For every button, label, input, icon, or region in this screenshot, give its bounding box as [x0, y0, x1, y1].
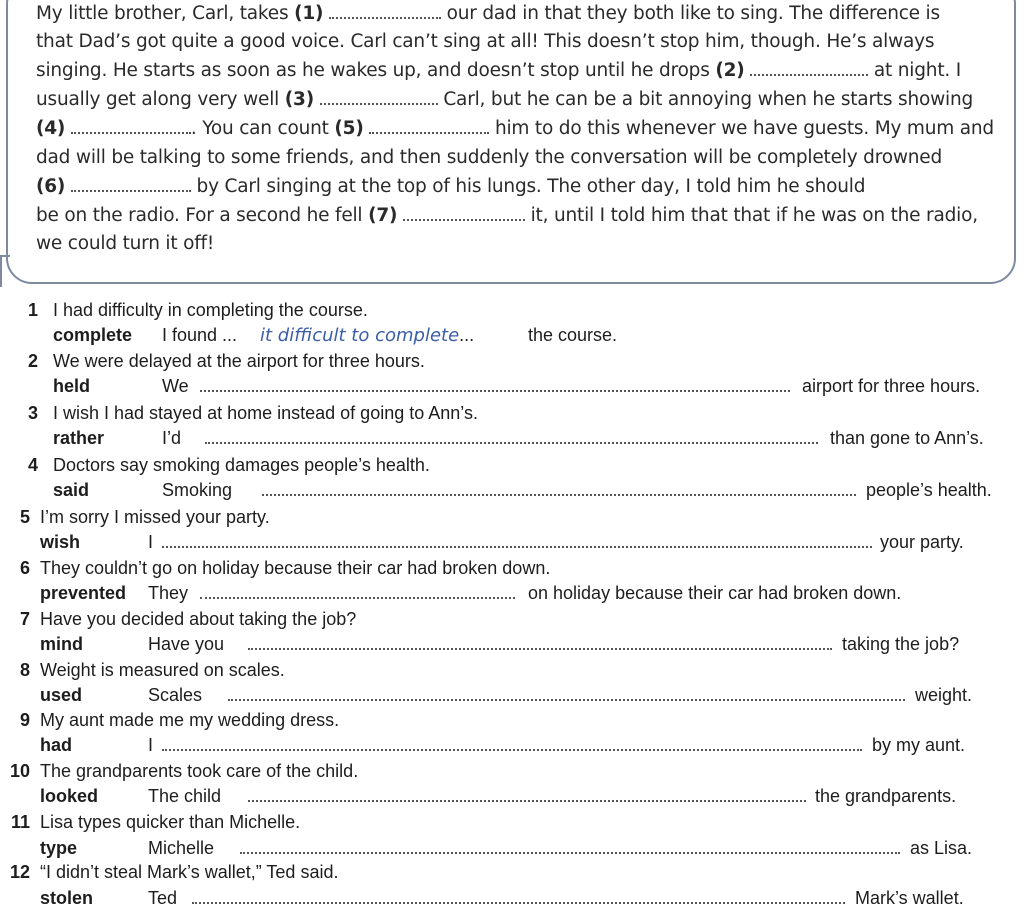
- gap-7-blank[interactable]: [403, 205, 525, 221]
- exercise-keyword: mind: [40, 634, 83, 654]
- exercise-keyword: said: [53, 480, 90, 500]
- answer-blank[interactable]: [248, 636, 832, 650]
- exercise-sentence: We were delayed at the airport for three hours.: [53, 351, 425, 371]
- exercise-keyword: used: [40, 685, 83, 705]
- exercise-ending: Mark’s wallet.: [855, 888, 964, 908]
- answer-blank[interactable]: [228, 687, 905, 701]
- exercise-ending: on holiday because their car had broken down.: [528, 583, 902, 603]
- passage-line-3: singing. He starts as soon as he wakes up, and doesn’t stop until he drops (2) at night. I: [36, 60, 961, 81]
- passage-line-4: usually get along very well (3) Carl, but he can be a bit annoying when he starts showing: [36, 89, 974, 110]
- exercise-ending: the course.: [528, 325, 618, 345]
- exercise-number: 8: [19, 660, 30, 680]
- exercise-stem: I found ...: [162, 325, 238, 345]
- exercise-sentence: Have you decided about taking the job?: [40, 609, 357, 629]
- exercise-number: 11: [10, 812, 30, 832]
- gap-4-blank[interactable]: [71, 118, 191, 134]
- answer-blank[interactable]: [162, 534, 872, 548]
- exercise-keyword: type: [40, 838, 78, 858]
- exercise-sentence: Weight is measured on scales.: [40, 660, 285, 680]
- exercise-number: 1: [27, 300, 38, 320]
- example-answer: it difficult to complete: [260, 325, 460, 346]
- exercise-ending: your party.: [880, 532, 964, 552]
- gap-4-number: (4): [36, 118, 66, 139]
- exercise-keyword: wish: [40, 532, 81, 552]
- gap-6-number: (6): [36, 176, 66, 197]
- passage-line-7: (6) by Carl singing at the top of his lungs. The other day, I told him he should: [36, 176, 866, 197]
- passage-line-9: we could turn it off!: [36, 233, 215, 254]
- exercise-stem: Smoking: [162, 480, 233, 500]
- exercise-stem: Scales: [148, 685, 203, 705]
- answer-blank[interactable]: [205, 430, 818, 444]
- exercise-stem: I: [148, 735, 154, 755]
- gap-5-blank[interactable]: [369, 118, 489, 134]
- gap-7-number: (7): [368, 205, 398, 226]
- exercise-sentence: Doctors say smoking damages people’s health.: [53, 455, 430, 475]
- exercise-keyword: prevented: [40, 583, 127, 603]
- exercise-sentence: I’m sorry I missed your party.: [40, 507, 270, 527]
- box-corner-mark: [0, 255, 10, 287]
- exercise-sentence: The grandparents took care of the child.: [40, 761, 359, 781]
- exercise-stem: I’d: [162, 428, 182, 448]
- exercise-number: 2: [27, 351, 38, 371]
- exercise-keyword: had: [40, 735, 73, 755]
- gap-2-number: (2): [715, 60, 745, 81]
- answer-blank[interactable]: [162, 737, 862, 751]
- answer-blank[interactable]: [248, 788, 806, 802]
- exercise-number: 3: [27, 403, 38, 423]
- gap-1-blank[interactable]: [329, 3, 441, 19]
- example-ellipsis: ...: [459, 325, 475, 345]
- gap-3-number: (3): [284, 89, 314, 110]
- exercise-sentence: I had difficulty in completing the course.: [53, 300, 368, 320]
- exercise-number: 4: [27, 455, 38, 475]
- gap-1-number: (1): [294, 3, 324, 24]
- exercise-number: 7: [19, 609, 30, 629]
- exercise-stem: Have you: [148, 634, 225, 654]
- exercise-number: 12: [9, 862, 30, 882]
- exercise-keyword: stolen: [40, 888, 94, 908]
- exercise-sentence: My aunt made me my wedding dress.: [40, 710, 340, 730]
- exercise-keyword: rather: [53, 428, 105, 448]
- exercise-stem: The child: [148, 786, 222, 806]
- exercise-stem: Ted: [148, 888, 178, 908]
- exercise-stem: Michelle: [148, 838, 215, 858]
- exercise-sentence: I wish I had stayed at home instead of going to Ann’s.: [53, 403, 478, 423]
- exercise-ending: the grandparents.: [815, 786, 957, 806]
- gap-3-blank[interactable]: [320, 89, 438, 105]
- exercise-sentence: “I didn’t steal Mark’s wallet,” Ted said.: [40, 862, 339, 882]
- exercise-sentence: Lisa types quicker than Michelle.: [40, 812, 301, 832]
- exercise-ending: than gone to Ann’s.: [830, 428, 984, 448]
- exercise-stem: I: [148, 532, 154, 552]
- exercise-ending: by my aunt.: [872, 735, 966, 755]
- answer-blank[interactable]: [240, 840, 900, 854]
- passage-line-6: dad will be talking to some friends, and then suddenly the conversation will be completely drowned: [36, 147, 942, 168]
- exercise-number: 10: [9, 761, 30, 781]
- exercise-stem: We: [162, 376, 189, 396]
- exercise-keyword: looked: [40, 786, 99, 806]
- exercise-ending: airport for three hours.: [802, 376, 981, 396]
- exercise-keyword: complete: [53, 325, 133, 345]
- exercise-ending: people’s health.: [866, 480, 992, 500]
- exercise-number: 6: [19, 558, 30, 578]
- exercise-stem: They: [148, 583, 189, 603]
- exercise-sentence: They couldn’t go on holiday because their car had broken down.: [40, 558, 551, 578]
- exercise-number: 9: [19, 710, 30, 730]
- exercise-ending: as Lisa.: [910, 838, 973, 858]
- gap-2-blank[interactable]: [750, 60, 868, 76]
- passage-line-8: be on the radio. For a second he fell (7) it, until I told him that that if he was on the radio,: [36, 205, 978, 226]
- gap-5-number: (5): [334, 118, 364, 139]
- answer-blank[interactable]: [192, 890, 845, 904]
- example-answer-wrap: [260, 325, 474, 346]
- answer-blank[interactable]: [200, 585, 515, 599]
- passage-line-2: that Dad’s got quite a good voice. Carl can’t sing at all! This doesn’t stop him, though. He’s always: [36, 31, 935, 52]
- passage-line-1: My little brother, Carl, takes (1) our dad in that they both like to sing. The difference is: [36, 3, 940, 24]
- passage-line-5: (4) . You can count (5) him to do this whenever we have guests. My mum and: [36, 118, 994, 139]
- exercise-number: 5: [19, 507, 30, 527]
- exercise-keyword: held: [53, 376, 91, 396]
- answer-blank[interactable]: [200, 378, 790, 392]
- exercise-ending: weight.: [915, 685, 973, 705]
- answer-blank[interactable]: [262, 482, 856, 496]
- exercise-ending: taking the job?: [842, 634, 960, 654]
- gap-6-blank[interactable]: [71, 176, 191, 192]
